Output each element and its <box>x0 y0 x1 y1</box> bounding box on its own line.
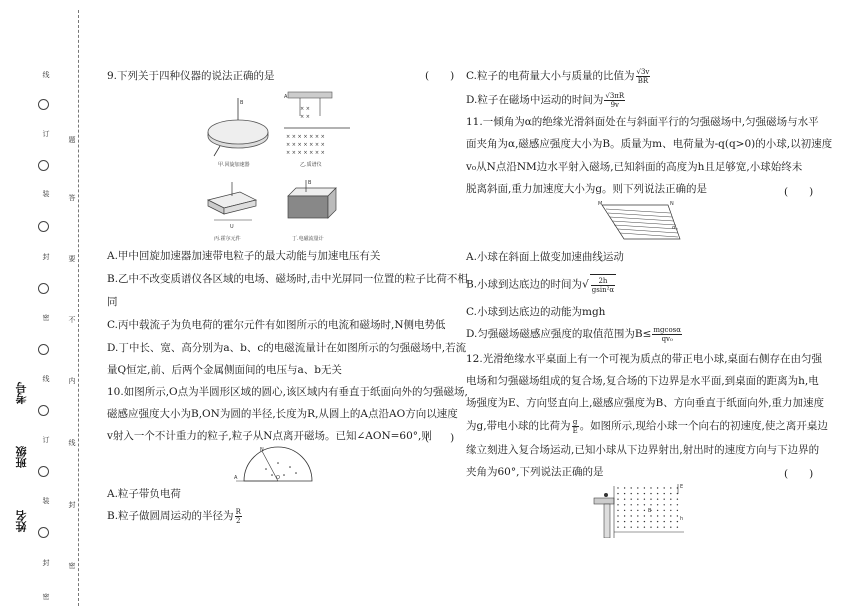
field-label-name: 姓名 <box>15 510 28 532</box>
q10-stem-line3: v射入一个不计重力的粒子,粒子从N点离开磁场。已知∠AON=60°,则 <box>107 430 432 442</box>
binding-char: 密 <box>42 314 50 322</box>
q12-answer-paren: ( ) <box>784 468 814 480</box>
svg-text:B: B <box>240 100 244 106</box>
binding-char: 封 <box>42 559 50 567</box>
binding-note: 题 <box>68 136 76 144</box>
q9-caption-jia: 甲.回旋加速器 <box>218 162 250 168</box>
svg-text:O: O <box>276 475 280 481</box>
binding-hole-icon <box>38 160 49 171</box>
field-label-exam-number: 考号 <box>15 382 28 404</box>
q9-option-a: A.甲中回旋加速器加速带电粒子的最大动能与加速电压有关 <box>107 250 381 262</box>
svg-text:A: A <box>284 94 288 100</box>
binding-note: 答 <box>68 194 76 202</box>
q10-figure-semicircle <box>232 445 316 485</box>
q11-stem-line1: 11.一倾角为α的绝缘光滑斜面处在与斜面平行的匀强磁场中,匀强磁场与水平 <box>466 116 819 128</box>
binding-char: 装 <box>42 497 50 505</box>
q12-stem-line4: 为g,带电小球的比荷为 $\frac{g}{E}$ 。如图所示,现给小球一个向右的初速度,使之离开桌边 <box>466 417 828 435</box>
svg-text:N: N <box>670 201 674 207</box>
q11-figure-incline <box>594 201 684 245</box>
q9-answer-paren: ( ) <box>425 70 455 82</box>
q11-answer-paren: ( ) <box>784 186 814 198</box>
binding-note: 要 <box>68 255 76 263</box>
binding-note: 线 <box>68 439 76 447</box>
binding-char: 封 <box>42 253 50 261</box>
svg-text:α: α <box>672 225 676 231</box>
q9-caption-yi: 乙.质谱仪 <box>300 162 322 168</box>
q11-option-b: B.小球到达底边的时间为√ $\frac{2h}{\text{gsin²α}}$ <box>466 274 616 295</box>
svg-text:N: N <box>260 447 264 453</box>
q9-figure <box>200 88 360 246</box>
hall-element-diagram <box>208 182 256 230</box>
q11-option-d: D.匀强磁场磁感应强度的取值范围为B≤ $\frac{mgcos\alpha}{\text{qv₀}}$ <box>466 325 681 343</box>
q10-stem-line1: 10.如图所示,O点为半圆形区域的圆心,该区域内有垂直于纸面向外的匀强磁场, <box>107 386 468 398</box>
binding-note: 内 <box>68 377 76 385</box>
q11-stem-line2: 面夹角为α,磁感应强度大小为B。质量为m、电荷量为-q(q>0)的小球,以初速度 <box>466 138 833 150</box>
q10-option-d: D.粒子在磁场中运动的时间为 $\frac{√3\pi R}{9v}$ <box>466 91 625 109</box>
binding-char: 线 <box>42 375 50 383</box>
binding-note: 不 <box>68 316 76 324</box>
q9-caption-bing: 丙.霍尔元件 <box>214 236 241 242</box>
q12-stem-line5: 缘立刻进入复合场运动,已知小球从下边界射出,射出时的速度方向与下边界的 <box>466 444 820 456</box>
q12-stem-line1: 12.光滑绝缘水平桌面上有一个可视为质点的带正电小球,桌面右侧存在由匀强 <box>466 353 823 365</box>
binding-dashed-line <box>78 10 79 606</box>
q12-stem-line2: 电场和匀强磁场组成的复合场,复合场的下边界是水平面,到桌面的距离为h,电 <box>466 375 819 387</box>
q10-answer-paren: ( ) <box>425 432 455 444</box>
binding-hole-icon <box>38 221 49 232</box>
binding-hole-icon <box>38 405 49 416</box>
mass-spectrometer-diagram <box>284 92 350 156</box>
q10-option-c: C.粒子的电荷量大小与质量的比值为 $\frac{√3v}{BR}$ <box>466 67 650 85</box>
svg-text:× × × × × × ×: × × × × × × × <box>286 142 325 148</box>
binding-char: 订 <box>42 436 50 444</box>
svg-text:× ×: × × <box>300 114 310 120</box>
q12-stem-line3: 场强度为E、方向竖直向上,磁感应强度为B、方向垂直于纸面向外,重力加速度 <box>466 397 825 409</box>
binding-note: 密 <box>68 562 76 570</box>
q11-option-a: A.小球在斜面上做变加速曲线运动 <box>466 251 624 263</box>
q9-option-d-line2: 量Q恒定,前、后两个金属侧面间的电压与a、b无关 <box>107 364 342 376</box>
svg-text:× ×: × × <box>300 106 310 112</box>
q12-figure-compound-field <box>592 482 692 538</box>
q12-stem-line6: 夹角为60°,下列说法正确的是 <box>466 466 604 478</box>
q11-stem-line3: v₀从N点沿NM边水平射入磁场,已知斜面的高度为h且足够宽,小球始终未 <box>466 161 803 173</box>
binding-hole-icon <box>38 344 49 355</box>
svg-text:B: B <box>308 180 312 186</box>
binding-char: 线 <box>42 71 50 79</box>
q11-option-c: C.小球到达底边的动能为mgh <box>466 306 606 318</box>
svg-text:E: E <box>680 484 684 490</box>
q9-stem: 9.下列关于四种仪器的说法正确的是 <box>107 70 275 82</box>
svg-text:B: B <box>648 508 652 514</box>
binding-hole-icon <box>38 466 49 477</box>
q10-option-b: B.粒子做圆周运动的半径为 $\frac{R}{2}$ <box>107 507 241 525</box>
q9-option-b-line2: 同 <box>107 296 118 308</box>
svg-text:× × × × × × ×: × × × × × × × <box>286 134 325 140</box>
field-label-class: 班级 <box>15 446 28 468</box>
binding-char: 订 <box>42 130 50 138</box>
q9-option-b-line1: B.乙中不改变质谱仪各区域的电场、磁场时,击中光屏同一位置的粒子比荷不相 <box>107 273 468 285</box>
q10-stem-line2: 磁感应强度大小为B,ON为圆的半径,长度为R,从圆上的A点沿AO方向以速度 <box>107 408 458 420</box>
binding-hole-icon <box>38 283 49 294</box>
svg-text:h: h <box>680 516 684 522</box>
q9-caption-ding: 丁.电磁流量计 <box>292 236 324 242</box>
binding-hole-icon <box>38 527 49 538</box>
svg-text:U: U <box>230 224 234 230</box>
binding-char: 装 <box>42 190 50 198</box>
binding-char: 密 <box>42 593 50 601</box>
flowmeter-diagram <box>288 180 336 218</box>
svg-text:M: M <box>598 201 603 207</box>
svg-text:A: A <box>234 475 238 481</box>
binding-hole-icon <box>38 99 49 110</box>
q9-option-d-line1: D.丁中长、宽、高分别为a、b、c的电磁流量计在如图所示的匀强磁场中,若流 <box>107 342 467 354</box>
q11-stem-line4: 脱离斜面,重力加速度大小为g。则下列说法正确的是 <box>466 183 708 195</box>
q10-option-a: A.粒子带负电荷 <box>107 488 181 500</box>
svg-text:× × × × × × ×: × × × × × × × <box>286 150 325 156</box>
q9-option-c: C.丙中载流子为负电荷的霍尔元件有如图所示的电流和磁场时,N侧电势低 <box>107 319 446 331</box>
binding-note: 封 <box>68 501 76 509</box>
cyclotron-diagram <box>208 98 268 156</box>
